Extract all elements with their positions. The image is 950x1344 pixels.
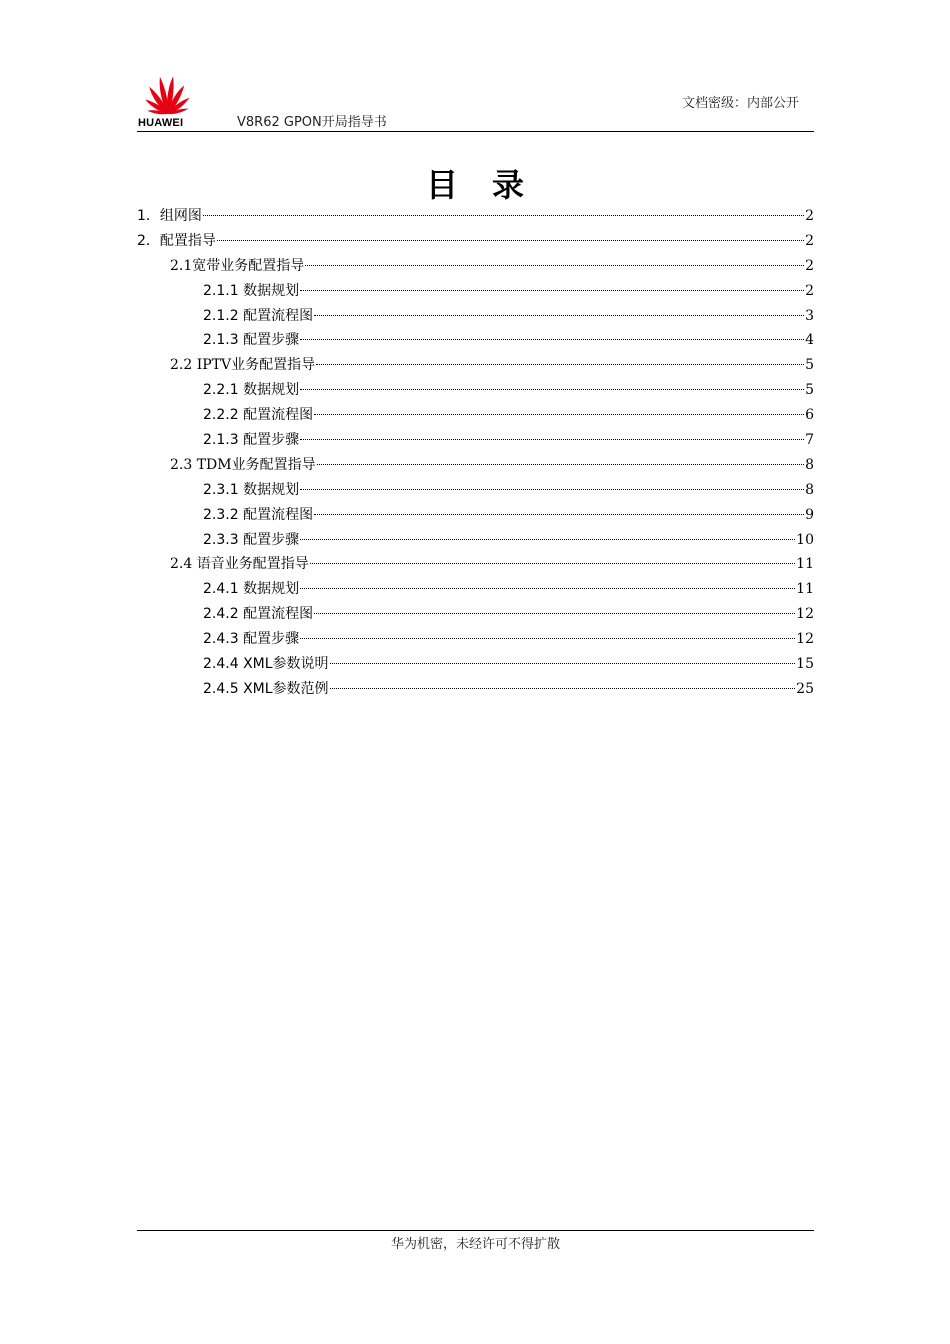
toc-entry-label: 2.3 TDM业务配置指导	[170, 456, 316, 473]
toc-entry[interactable]	[137, 428, 814, 453]
toc-entry-page: 2	[805, 282, 814, 299]
toc-entry[interactable]	[137, 652, 814, 677]
toc-entry-page: 10	[796, 531, 814, 548]
toc-dot-leader	[300, 588, 795, 589]
toc-entry[interactable]	[137, 304, 814, 329]
toc-entry-page: 5	[805, 357, 814, 374]
toc-entry-label: 2.2.2 配置流程图	[203, 407, 314, 424]
toc-entry[interactable]	[137, 453, 814, 478]
toc-dot-leader	[330, 688, 796, 689]
toc-entry-page: 2	[805, 257, 814, 274]
toc-entry-label: 2.4.1 数据规划	[203, 581, 300, 598]
security-level: 文档密级：内部公开	[682, 96, 800, 111]
toc-entry-page: 9	[805, 506, 814, 523]
toc-entry-label: 2.1.3 配置步骤	[203, 332, 300, 349]
toc-entry-label: 2.4.5 XML参数范例	[203, 680, 329, 697]
toc-entry[interactable]	[137, 353, 814, 378]
toc-entry-label: 2.3.2 配置流程图	[203, 506, 314, 523]
toc-entry-page: 8	[805, 481, 814, 498]
toc-entry[interactable]	[137, 503, 814, 528]
toc-dot-leader	[314, 315, 804, 316]
toc-entry[interactable]	[137, 602, 814, 627]
toc-dot-leader	[203, 215, 804, 216]
toc-dot-leader	[300, 290, 804, 291]
toc-entry[interactable]	[137, 577, 814, 602]
toc-entry-page: 7	[805, 432, 814, 449]
toc-dot-leader	[314, 613, 795, 614]
toc-entry[interactable]	[137, 478, 814, 503]
footer-text: 华为机密，未经许可不得扩散	[390, 1237, 560, 1252]
document-title: V8R62 GPON开局指导书	[237, 115, 387, 130]
toc-dot-leader	[300, 389, 804, 390]
toc-entry-label: 2.1宽带业务配置指导	[170, 257, 305, 274]
toc-entry-label: 2.4.3 配置步骤	[203, 631, 300, 648]
toc-entry[interactable]	[137, 627, 814, 652]
toc-entry-page: 4	[805, 332, 814, 349]
toc-entry-label: 2.2.1 数据规划	[203, 382, 300, 399]
toc-entry[interactable]	[137, 528, 814, 553]
toc-entry[interactable]	[137, 279, 814, 304]
toc-dot-leader	[330, 663, 796, 664]
toc-entry[interactable]	[137, 677, 814, 702]
toc-dot-leader	[217, 240, 804, 241]
page-header	[137, 68, 814, 132]
toc-entry[interactable]	[137, 378, 814, 403]
toc-dot-leader	[314, 514, 804, 515]
toc-dot-leader	[317, 464, 804, 465]
huawei-flower-icon	[137, 74, 199, 116]
toc-entry-label: 1．组网图	[137, 208, 202, 224]
toc-entry-page: 12	[796, 631, 814, 648]
logo-text: HUAWEI	[138, 117, 184, 129]
toc-entry-label: 2.1.2 配置流程图	[203, 307, 314, 324]
page-footer	[137, 1230, 814, 1252]
toc-entry-page: 11	[796, 556, 814, 573]
table-of-contents	[137, 204, 814, 702]
toc-entry-page: 2	[805, 208, 814, 224]
huawei-logo	[137, 74, 199, 130]
toc-dot-leader	[316, 364, 804, 365]
toc-dot-leader	[300, 489, 804, 490]
toc-entry-label: 2.4 语音业务配置指导	[170, 556, 309, 573]
toc-entry-page: 6	[805, 407, 814, 424]
toc-entry-page: 12	[796, 606, 814, 623]
toc-entry-page: 3	[805, 307, 814, 324]
toc-entry[interactable]	[137, 204, 814, 229]
toc-entry-label: 2．配置指导	[137, 232, 216, 249]
toc-dot-leader	[300, 539, 795, 540]
toc-entry[interactable]	[137, 403, 814, 428]
toc-entry-page: 15	[796, 656, 814, 673]
toc-entry-page: 25	[796, 680, 814, 697]
toc-dot-leader	[300, 638, 795, 639]
toc-entry[interactable]	[137, 328, 814, 353]
toc-entry-label: 2.4.2 配置流程图	[203, 606, 314, 623]
toc-entry-page: 8	[805, 456, 814, 473]
toc-entry-label: 2.3.3 配置步骤	[203, 531, 300, 548]
toc-entry-page: 11	[796, 581, 814, 598]
toc-entry-page: 2	[805, 232, 814, 249]
toc-entry-label: 2.3.1 数据规划	[203, 481, 300, 498]
toc-entry-label: 2.4.4 XML参数说明	[203, 656, 329, 673]
toc-title: 目录	[425, 166, 558, 204]
toc-entry-label: 2.2 IPTV业务配置指导	[170, 357, 316, 374]
toc-entry[interactable]	[137, 229, 814, 254]
toc-dot-leader	[305, 265, 804, 266]
toc-dot-leader	[300, 439, 804, 440]
toc-entry[interactable]	[137, 254, 814, 279]
toc-dot-leader	[314, 414, 804, 415]
toc-entry[interactable]	[137, 552, 814, 577]
toc-dot-leader	[310, 563, 795, 564]
toc-entry-page: 5	[805, 382, 814, 399]
toc-entry-label: 2.1.1 数据规划	[203, 282, 300, 299]
toc-entry-label: 2.1.3 配置步骤	[203, 432, 300, 449]
toc-dot-leader	[300, 339, 804, 340]
